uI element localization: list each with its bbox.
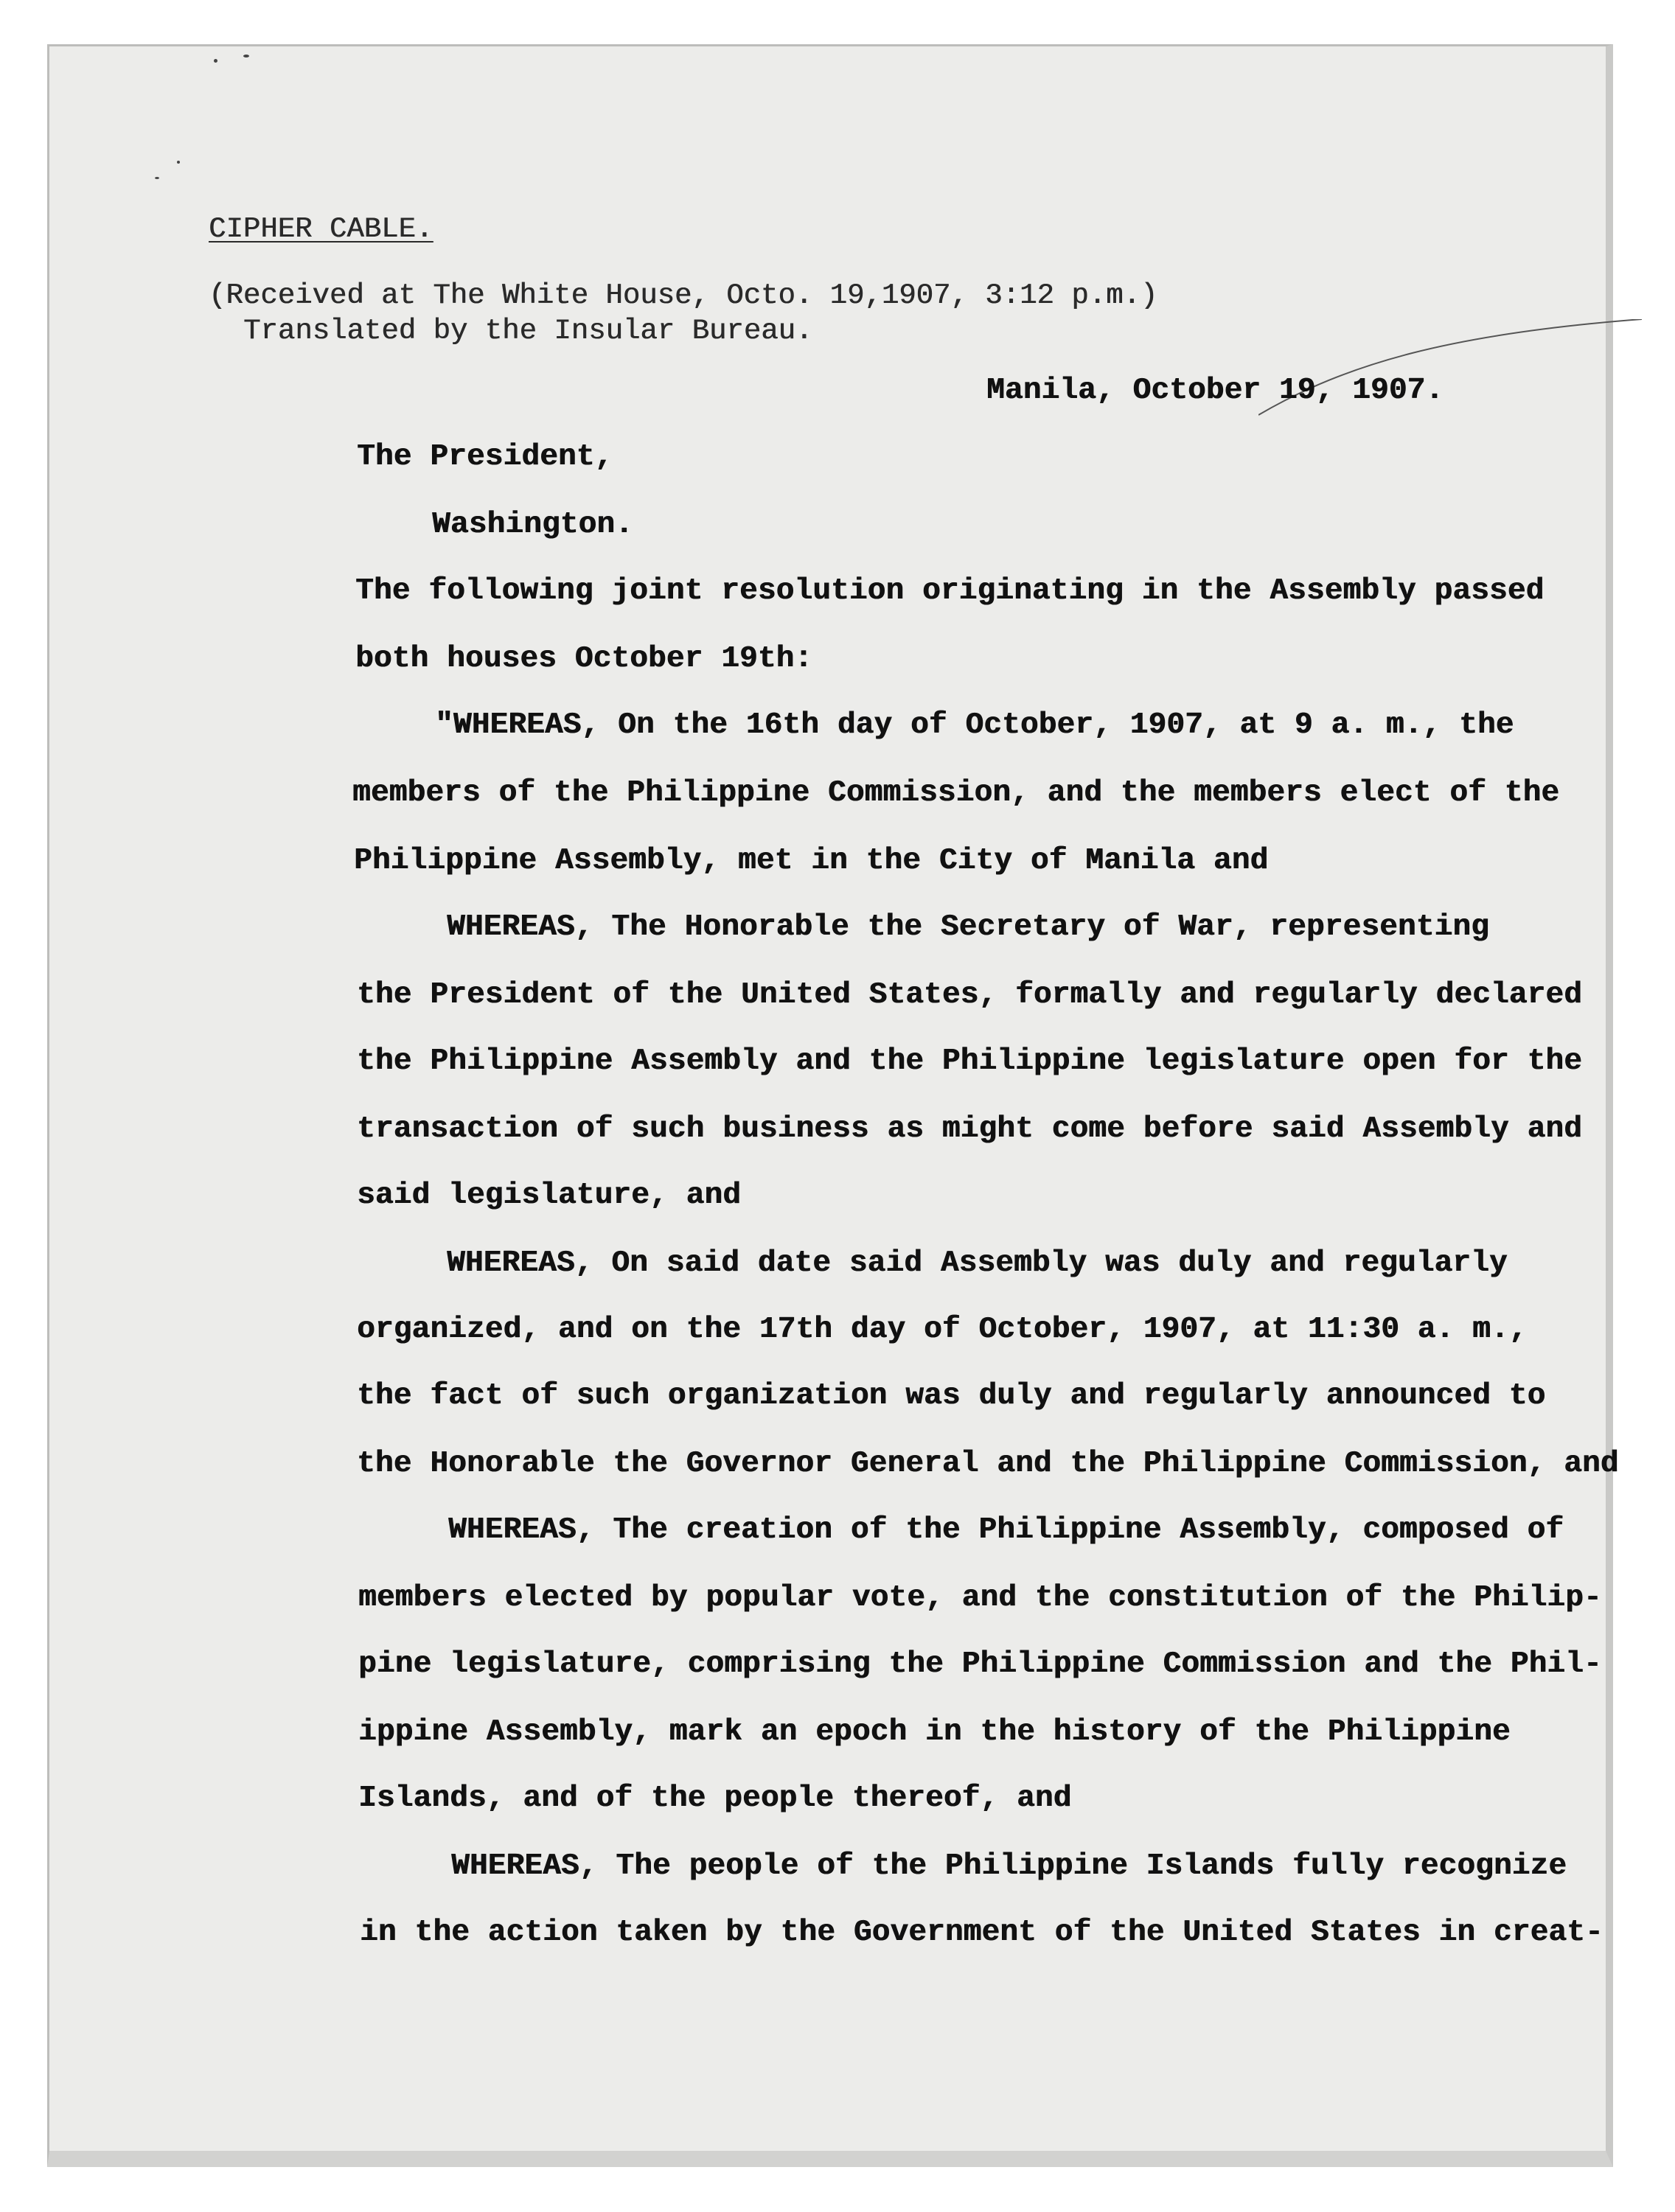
body-line: said legislature, and — [357, 1179, 741, 1213]
body-line: members of the Philippine Commission, and the members elect of the — [352, 776, 1560, 810]
body-line: transaction of such business as might come before said Assembly and — [357, 1112, 1582, 1146]
body-line: the Honorable the Governor General and the Philippine Commission, and — [357, 1447, 1619, 1481]
body-line: the Philippine Assembly and the Philippine legislature open for the — [357, 1044, 1582, 1078]
received-note: (Received at The White House, Octo. 19,1907, 3:12 p.m.) — [209, 279, 1158, 312]
ink-speck — [177, 161, 180, 164]
body-line: Philippine Assembly, met in the City of Manila and — [354, 844, 1269, 878]
body-line: WHEREAS, The Honorable the Secretary of War, representing — [447, 910, 1489, 944]
body-line: the President of the United States, formally and regularly declared — [357, 978, 1582, 1012]
body-line: members elected by popular vote, and the constitution of the Philip- — [358, 1581, 1602, 1615]
body-line: both houses October 19th: — [355, 642, 813, 676]
body-line: organized, and on the 17th day of October, 1907, at 11:30 a. m., — [357, 1313, 1528, 1347]
body-line: Islands, and of the people thereof, and — [358, 1782, 1072, 1815]
body-line: WHEREAS, The creation of the Philippine Assembly, composed of — [448, 1513, 1564, 1547]
body-line: WHEREAS, The people of the Philippine Islands fully recognize — [451, 1849, 1567, 1883]
translated-note: Translated by the Insular Bureau. — [243, 315, 813, 347]
body-line: the fact of such organization was duly and regularly announced to — [357, 1379, 1546, 1413]
body-line: pine legislature, comprising the Philippine Commission and the Phil- — [358, 1647, 1602, 1681]
ink-speck — [214, 59, 217, 63]
ink-speck — [243, 55, 249, 57]
body-line: WHEREAS, On said date said Assembly was duly and regularly — [447, 1246, 1508, 1280]
document-title: CIPHER CABLE. — [209, 213, 433, 245]
body-line: "WHEREAS, On the 16th day of October, 1907, at 9 a. m., the — [435, 708, 1514, 742]
document-sheet — [47, 44, 1619, 2167]
body-line: ippine Assembly, mark an epoch in the history of the Philippine — [358, 1715, 1511, 1749]
addressee: The President, — [357, 440, 613, 474]
ink-speck — [155, 177, 159, 179]
addressee-city: Washington. — [432, 508, 633, 542]
body-line: in the action taken by the Government of the United States in creat- — [360, 1916, 1603, 1950]
dateline: Manila, October 19, 1907. — [986, 374, 1444, 408]
body-line: The following joint resolution originating in the Assembly passed — [355, 574, 1545, 608]
